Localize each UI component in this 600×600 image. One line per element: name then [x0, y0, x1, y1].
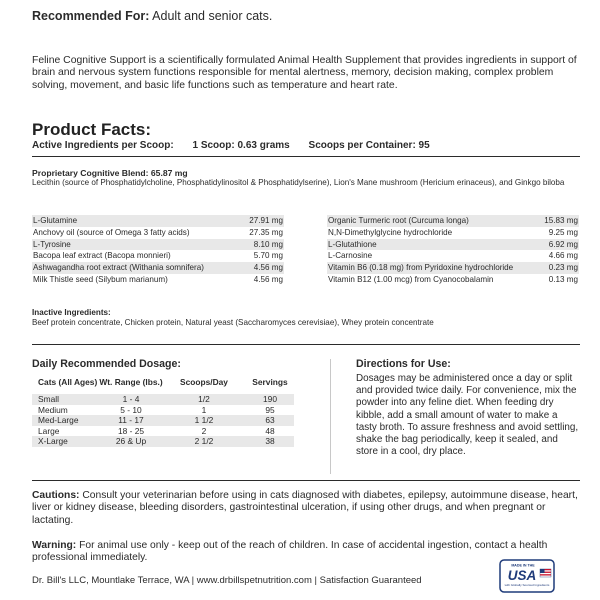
recommended-label: Recommended For:: [32, 9, 150, 23]
ingredient-name: L-Glutathione: [328, 239, 377, 249]
flag-icon: [540, 569, 551, 577]
section-divider: [32, 156, 580, 157]
ingredient-row: [32, 215, 284, 227]
dose-weight: 26 & Up: [115, 436, 147, 447]
ingredient-row: [327, 250, 579, 262]
dose-size: Large: [38, 425, 60, 436]
scoop-size: 1 Scoop: 0.63 grams: [192, 140, 290, 151]
dose-scoops: 1/2: [198, 394, 210, 404]
product-facts-title: Product Facts:: [32, 120, 152, 139]
ingredient-value: 15.83 mg: [544, 216, 578, 225]
header-cats: Cats (All Ages): [38, 377, 98, 387]
ingredient-row: [32, 262, 284, 274]
ingredient-name: Ashwagandha root extract (Withania somnifera): [33, 263, 204, 273]
ingredient-name: Vitamin B6 (0.18 mg) from Pyridoxine hydrochloride: [328, 263, 514, 273]
dosage-table-header: [32, 377, 292, 387]
blend-description: Lecithin (source of Phosphatidylcholine, Phosphatidylinositol & Phosphatidylserine), Lion's Mane mushroom (Hericium erinaceus), and Ginkgo biloba: [32, 178, 565, 187]
section-divider: [32, 344, 580, 345]
header-weight: Wt. Range (lbs.): [99, 377, 163, 387]
recommended-for: [32, 9, 272, 23]
ingredient-value: 6.92 mg: [548, 239, 578, 249]
badge-top-text: MADE IN THE: [511, 563, 535, 568]
dose-scoops: 2: [201, 425, 207, 436]
badge-usa-text: USA: [507, 568, 537, 583]
ingredient-name: Organic Turmeric root (Curcuma longa): [328, 216, 469, 225]
dose-scoops: 1 1/2: [194, 415, 214, 426]
badge-sub-text: with Globally Sourced Ingredients: [504, 583, 550, 587]
dosage-table: [32, 394, 294, 447]
ingredient-row: [32, 239, 284, 251]
inactive-ingredients-title: Inactive Ingredients:: [32, 308, 111, 317]
dosage-title: Daily Recommended Dosage:: [32, 358, 181, 370]
made-in-usa-badge: [499, 559, 555, 593]
dose-size: Medium: [38, 404, 68, 415]
dose-scoops: 1: [201, 404, 207, 415]
dose-scoops: 2 1/2: [194, 436, 214, 447]
dosage-row: [32, 394, 294, 405]
ingredient-value: 4.56 mg: [253, 274, 283, 284]
ingredient-name: N,N-Dimethylglycine hydrochloride: [328, 227, 453, 237]
ingredients-table-left: [32, 215, 284, 286]
dose-servings: 95: [265, 404, 275, 415]
ingredient-name: Anchovy oil (source of Omega 3 fatty acids): [33, 227, 190, 237]
ingredient-value: 0.23 mg: [548, 263, 578, 273]
dosage-row: [32, 405, 294, 416]
header-scoops: Scoops/Day: [180, 377, 228, 387]
ingredient-row: [327, 274, 579, 286]
directions-text: Dosages may be administered once a day or split and provided twice daily. For convenience, mix the powder into any feline diet. When feeding dry kibble, add a small amount of water to make a tasty broth. To assure freshness and avoid settling, shake the bag periodically, keep it sealed, and store in a cool, dry place.: [356, 373, 579, 458]
cautions-label: Cautions:: [32, 490, 80, 501]
dose-size: X-Large: [38, 436, 68, 447]
ingredient-row: [327, 227, 579, 239]
dose-servings: 63: [265, 415, 275, 426]
ingredient-value: 27.91 mg: [249, 216, 283, 225]
dose-servings: 38: [265, 436, 275, 447]
inactive-ingredients-text: Beef protein concentrate, Chicken protein, Natural yeast (Saccharomyces cerevisiae), Whey protein concentrate: [32, 318, 434, 327]
cautions: [32, 490, 582, 527]
dose-size: Med-Large: [38, 415, 79, 426]
ingredient-name: Vitamin B12 (1.00 mcg) from Cyanocobalamin: [328, 274, 494, 284]
ingredient-value: 5.70 mg: [253, 251, 283, 261]
ingredient-row: [32, 227, 284, 239]
ingredient-value: 8.10 mg: [253, 239, 283, 249]
column-divider: [330, 359, 331, 474]
ingredient-name: Milk Thistle seed (Silybum marianum): [33, 274, 168, 284]
ingredient-row: [327, 262, 579, 274]
ingredient-row: [32, 274, 284, 286]
footer: Dr. Bill's LLC, Mountlake Terrace, WA | www.drbillspetnutrition.com | Satisfaction Guaranteed: [32, 575, 422, 586]
ingredient-row: [327, 239, 579, 251]
ingredient-name: L-Tyrosine: [33, 239, 71, 249]
directions-title: Directions for Use:: [356, 358, 451, 370]
dose-weight: 11 - 17: [118, 415, 144, 426]
ingredient-value: 27.35 mg: [249, 227, 283, 237]
dose-servings: 48: [265, 425, 275, 436]
dosage-row: [32, 436, 294, 447]
warning-text: For animal use only - keep out of the reach of children. In case of accidental ingestion, contact a health professional immediately.: [32, 540, 548, 564]
ingredient-name: L-Glutamine: [33, 216, 78, 225]
warning-label: Warning:: [32, 540, 77, 551]
section-divider: [32, 480, 580, 481]
ingredient-value: 4.56 mg: [253, 263, 283, 273]
header-servings: Servings: [252, 377, 288, 387]
ingredient-value: 0.13 mg: [548, 274, 578, 284]
blend-title: Proprietary Cognitive Blend: 65.87 mg: [32, 168, 188, 178]
dosage-row: [32, 415, 294, 426]
dose-weight: 1 - 4: [122, 394, 140, 404]
dose-servings: 190: [263, 394, 277, 404]
ingredient-name: Bacopa leaf extract (Bacopa monnieri): [33, 251, 171, 261]
dose-weight: 18 - 25: [117, 425, 145, 436]
recommended-text: Adult and senior cats.: [149, 9, 273, 23]
ingredient-value: 9.25 mg: [548, 227, 578, 237]
cautions-text: Consult your veterinarian before using in cats diagnosed with diabetes, epilepsy, autoimmune disease, heart, liver or kidney disease, bleeding disorders, gastrointestinal ulceration, if using other drugs, and when pregnant or lactating.: [32, 490, 578, 526]
dosage-row: [32, 426, 294, 437]
ingredient-row: [32, 250, 284, 262]
product-facts-summary: [32, 140, 446, 151]
dose-size: Small: [38, 394, 59, 404]
intro-paragraph: Feline Cognitive Support is a scientifically formulated Animal Health Supplement that provides ingredients in support of brain and nervous system functions responsible for mental alertness, memory, decision making, complex problem solving, movement, and basic life functions such as temperature and heart rate.: [32, 55, 577, 91]
active-ingredients-label: Active Ingredients per Scoop:: [32, 140, 174, 151]
dose-weight: 5 - 10: [120, 404, 142, 415]
ingredient-name: L-Carnosine: [328, 251, 373, 261]
ingredient-value: 4.66 mg: [548, 251, 578, 261]
scoops-per-container: Scoops per Container: 95: [308, 140, 430, 151]
ingredients-table-right: [327, 215, 579, 286]
ingredient-row: [327, 215, 579, 227]
